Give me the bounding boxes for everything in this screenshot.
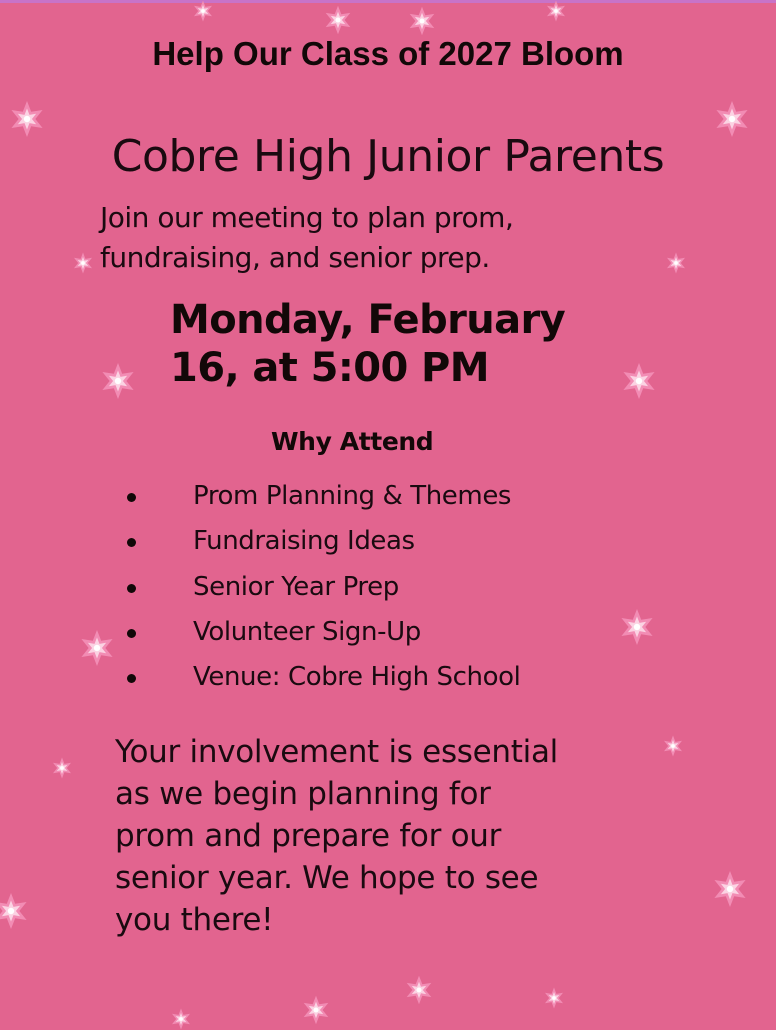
list-item — [0, 474, 700, 519]
time-line: 16, at 5:00 PM — [170, 345, 489, 391]
bullet-icon — [127, 629, 136, 638]
subtitle-line: fundraising, and senior prep. — [100, 241, 490, 274]
list-item — [0, 655, 700, 700]
flower-icon — [323, 5, 353, 35]
flower-icon — [51, 757, 73, 779]
flower-icon — [72, 252, 94, 274]
page-title: Cobre High Junior Parents — [111, 131, 665, 182]
list-item-text: Prom Planning & Themes — [193, 481, 512, 511]
closing-message — [115, 731, 655, 941]
flower-icon — [99, 362, 137, 400]
flower-icon — [404, 975, 434, 1005]
list-item-text: Volunteer Sign-Up — [193, 616, 421, 647]
list-item — [0, 610, 700, 655]
bullet-icon — [127, 538, 136, 547]
top-border — [0, 0, 776, 3]
list-item-text: Senior Year Prep — [193, 571, 399, 602]
tagline: Help Our Class of 2027 Bloom — [152, 35, 624, 72]
closing-line: you there! — [115, 902, 274, 938]
bullet-icon — [127, 584, 136, 593]
meeting-datetime — [170, 296, 650, 392]
flower-icon — [711, 870, 749, 908]
list-item — [0, 565, 700, 610]
subtitle — [100, 198, 700, 278]
flower-icon — [192, 0, 214, 22]
closing-line: prom and prepare for our — [115, 818, 502, 854]
bullet-icon — [127, 674, 136, 683]
list-item-text: Fundraising Ideas — [193, 526, 415, 557]
subtitle-line: Join our meeting to plan prom, — [100, 201, 514, 234]
list-item — [0, 519, 700, 564]
flower-icon — [662, 735, 684, 757]
flower-icon — [0, 892, 30, 930]
bullet-icon — [127, 493, 136, 502]
date-line: Monday, February — [170, 297, 566, 343]
why-attend-heading: Why Attend — [271, 427, 434, 456]
list-item-text: Venue: Cobre High School — [193, 662, 521, 693]
flower-icon — [301, 995, 331, 1025]
reasons-list — [0, 474, 700, 700]
closing-line: senior year. We hope to see — [115, 860, 539, 896]
closing-line: Your involvement is essential — [115, 734, 558, 770]
flower-icon — [543, 987, 565, 1009]
flower-icon — [545, 0, 567, 22]
closing-line: as we begin planning for — [115, 776, 491, 812]
flower-icon — [170, 1008, 192, 1030]
